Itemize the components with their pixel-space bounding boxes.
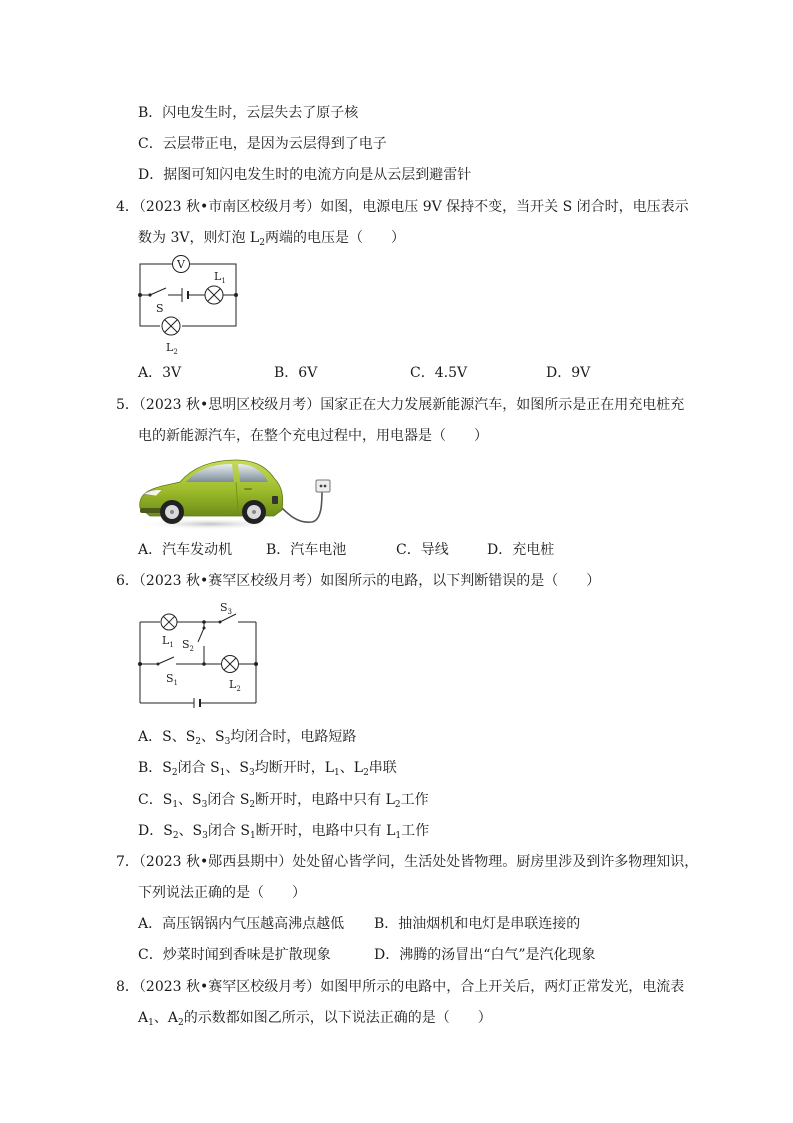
q5-stem-line2: 电的新能源汽车，在整个充电过程中，用电器是（ ）	[138, 428, 488, 444]
q7-option-d: D．沸腾的汤冒出“白气”是汽化现象	[374, 947, 596, 963]
q8-stem-line1: 8．（2023 秋•赛罕区校级月考）如图甲所示的电路中，合上开关后，两灯正常发光，电流表	[116, 979, 685, 995]
q6-option-c: C．$S_1$、$S_3$闭合 $S_2$断开时，电路中只有 $L_2$工作	[138, 792, 429, 810]
q7-option-a: A．高压锅锅内气压越高沸点越低	[138, 916, 345, 932]
q4-stem-line1: 4．（2023 秋•市南区校级月考）如图，电源电压 9V 保持不变，当开关 S 闭合时，电压表示	[116, 199, 689, 215]
q5-electric-car-image	[136, 452, 340, 532]
lamp-l1-label: $L_1$	[214, 270, 226, 285]
q5-option-a: A．汽车发动机	[138, 542, 233, 558]
q6-option-a: A．S、$S_2$、$S_3$均闭合时，电路短路	[138, 729, 357, 747]
q6-switch-s3-label: $S_3$	[220, 601, 233, 616]
q3-option-d: D．据图可知闪电发生时的电流方向是从云层到避雷针	[138, 167, 472, 183]
q4-stem-line2: 数为 3V，则灯泡 $L_2$两端的电压是（ ）	[138, 230, 405, 248]
q5-option-c: C．导线	[396, 542, 449, 558]
q5-stem-line1: 5．（2023 秋•思明区校级月考）国家正在大力发展新能源汽车，如图所示是正在用充电桩充	[116, 397, 685, 413]
q7-option-c: C．炒菜时闻到香味是扩散现象	[138, 947, 331, 963]
q5-option-b: B．汽车电池	[266, 542, 347, 558]
q7-stem-line1: 7．（2023 秋•郧西县期中）处处留心皆学问，生活处处皆物理。厨房里涉及到许多物理知识，	[116, 854, 699, 870]
q8-stem-line2: $A_1$、$A_2$的示数都如图乙所示，以下说法正确的是（ ）	[138, 1010, 492, 1028]
q6-circuit-diagram	[128, 598, 268, 716]
q4-option-a: A．3V	[138, 365, 182, 381]
q5-option-d: D．充电桩	[487, 542, 555, 558]
q3-option-b: B．闪电发生时，云层失去了原子核	[138, 105, 359, 121]
q6-option-d: D．$S_2$、$S_3$闭合 $S_1$断开时，电路中只有 $L_1$工作	[138, 823, 430, 841]
q6-option-b: B．$S_2$闭合 $S_1$、$S_3$均断开时，$L_1$、$L_2$串联	[138, 760, 397, 778]
q6-lamp-l1-label: $L_1$	[162, 634, 174, 649]
q6-switch-s2-label: $S_2$	[182, 638, 195, 653]
q4-circuit-diagram	[128, 248, 248, 358]
voltmeter-label: V	[177, 258, 185, 271]
q4-option-d: D．9V	[546, 365, 591, 381]
q4-option-b: B．6V	[274, 365, 318, 381]
lamp-l2-label: $L_2$	[166, 341, 178, 356]
q6-lamp-l2-label: $L_2$	[229, 678, 241, 693]
q6-stem-line1: 6．（2023 秋•赛罕区校级月考）如图所示的电路，以下判断错误的是（ ）	[116, 573, 601, 589]
q4-option-c: C．4.5V	[410, 365, 468, 381]
q7-option-b: B．抽油烟机和电灯是串联连接的	[374, 916, 581, 932]
switch-s-label: S	[156, 302, 164, 315]
q6-switch-s1-label: $S_1$	[166, 672, 179, 687]
q7-stem-line2: 下列说法正确的是（ ）	[138, 885, 306, 901]
q3-option-c: C．云层带正电，是因为云层得到了电子	[138, 136, 387, 152]
